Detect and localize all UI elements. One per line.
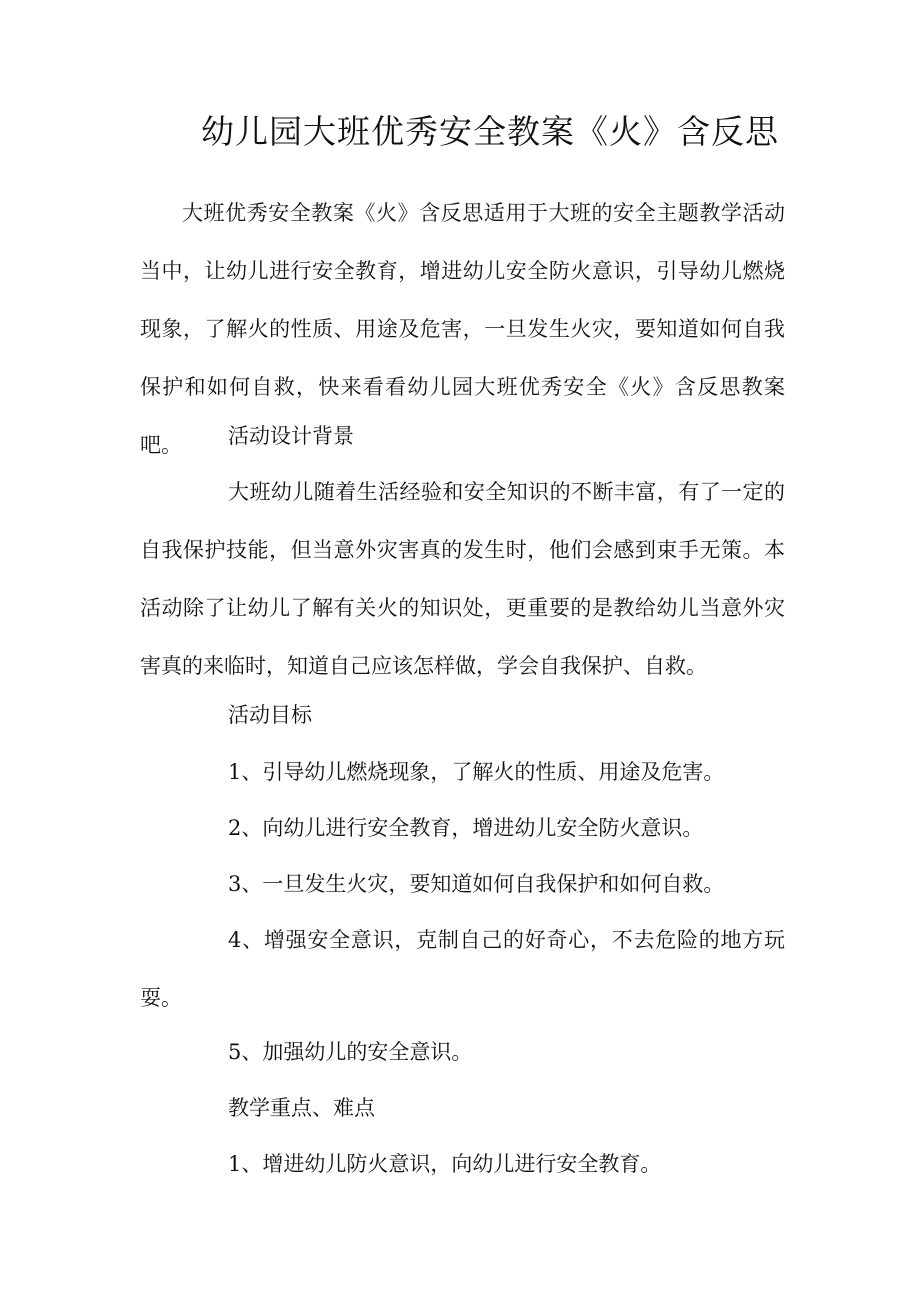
background-heading: 活动设计背景 bbox=[228, 424, 354, 448]
goal-item: 5、加强幼儿的安全意识。 bbox=[228, 1040, 473, 1064]
intro-paragraph: 大班优秀安全教案《火》含反思适用于大班的安全主题教学活动当中，让幼儿进行安全教育，增进幼儿安全防火意识，引导幼儿燃烧现象，了解火的性质、用途及危害，一旦发生火灾，要知道如何自我保护和如何自救，快来看看幼儿园大班优秀安全《火》含反思教案吧。 bbox=[140, 201, 785, 457]
background-paragraph: 大班幼儿随着生活经验和安全知识的不断丰富，有了一定的自我保护技能，但当意外灾害真的发生时，他们会感到束手无策。本活动除了让幼儿了解有关火的知识处，更重要的是教给幼儿当意外灾害真的来临时，知道自己应该怎样做，学会自我保护、自救。 bbox=[140, 480, 785, 678]
goal-item: 3、一旦发生火灾，要知道如何自我保护和如何自救。 bbox=[228, 872, 725, 896]
key-points-heading: 教学重点、难点 bbox=[228, 1096, 375, 1120]
goal-item: 1、引导幼儿燃烧现象，了解火的性质、用途及危害。 bbox=[228, 760, 725, 784]
goals-heading: 活动目标 bbox=[228, 703, 312, 727]
key-point-item: 1、增进幼儿防火意识，向幼儿进行安全教育。 bbox=[228, 1152, 662, 1176]
document-title: 幼儿园大班优秀安全教案《火》含反思 bbox=[201, 112, 779, 151]
goal-item: 4、增强安全意识，克制自己的好奇心，不去危险的地方玩耍。 bbox=[140, 928, 785, 1010]
goal-item: 2、向幼儿进行安全教育，增进幼儿安全防火意识。 bbox=[228, 816, 704, 840]
